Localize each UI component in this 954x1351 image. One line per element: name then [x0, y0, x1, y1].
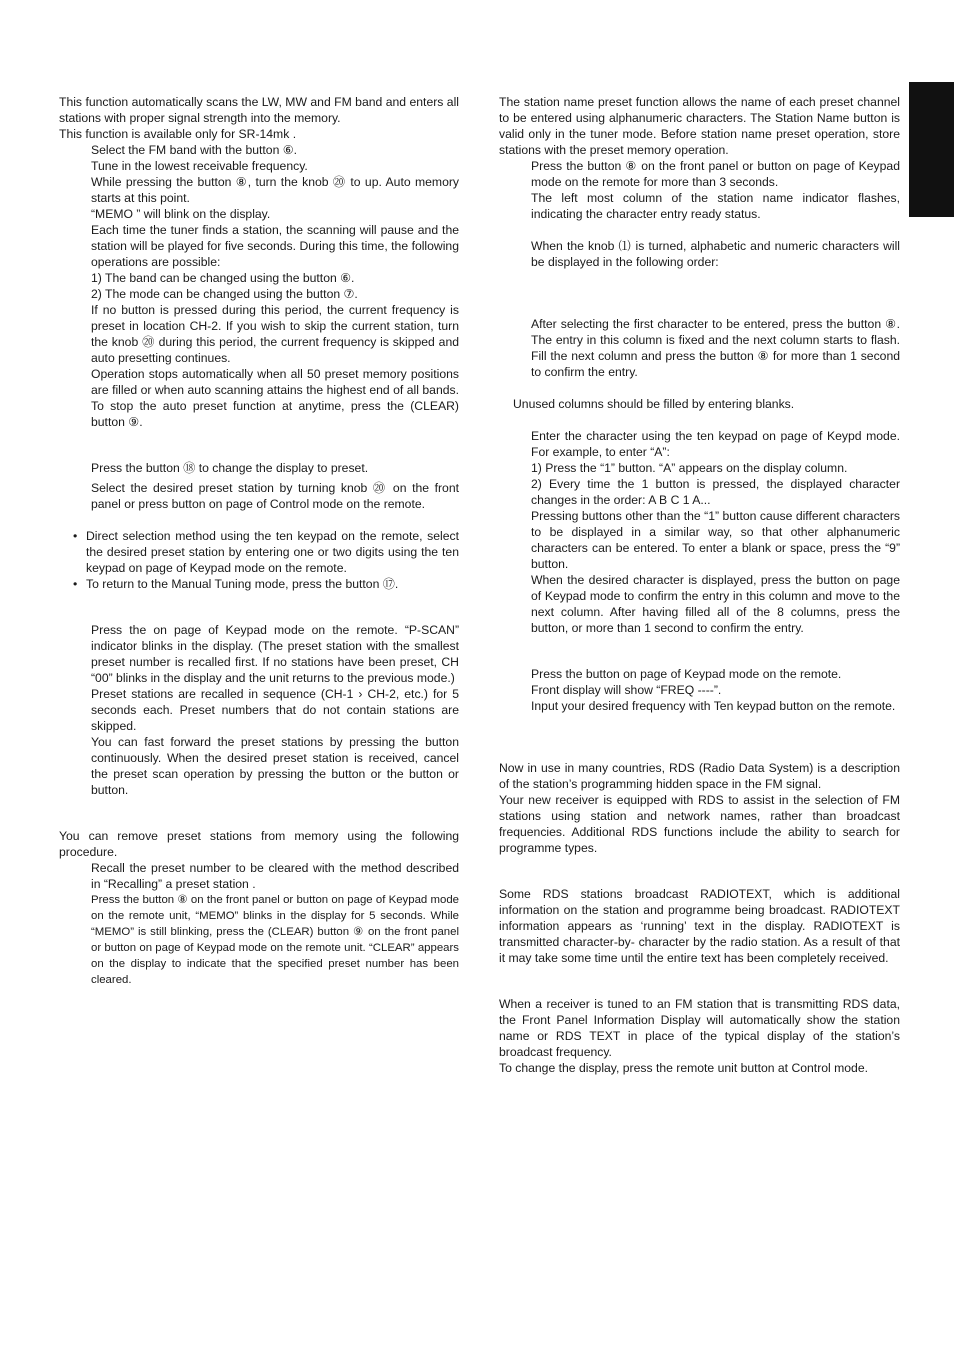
- auto-step-stop: Operation stops automatically when all 50 preset memory positions are filled or when auto scanning attains the highest end of all bands. To stop the auto preset function at anytime, press the (CLEAR) button ⑨.: [91, 367, 459, 429]
- auto-preset-intro: This function automatically scans the LW, MW and FM band and enters all stations with proper signal strength into the memory.: [59, 95, 459, 125]
- auto-step-memo: “MEMO ” will blink on the display.: [91, 207, 271, 221]
- rds-display-paragraph: When a receiver is tuned to an FM station that is transmitting RDS data, the Front Panel Information Display will automatically show the station name or RDS TEXT in place of the typical display of the station’s broadcast frequency.: [499, 997, 900, 1059]
- keypad-step-1: Enter the character using the ten keypad on page of Keypd mode. For example, to enter “A”:: [531, 429, 900, 459]
- name-step-4: After selecting the first character to be entered, press the button ⑧. The entry in this column is fixed and the next column starts to flash. Fill the next column and press the button ⑧ for more than 1 second to confirm the entry.: [531, 317, 900, 379]
- name-step-2: The left most column of the station name indicator flashes, indicating the character entry ready status.: [531, 191, 900, 221]
- left-column: [59, 94, 459, 988]
- name-step-3: When the knob ⑴ is turned, alphabetic and numeric characters will be displayed in the following order:: [531, 239, 900, 269]
- auto-preset-availability: This function is available only for SR-14mk .: [59, 127, 297, 141]
- scan-step-1: Press the on page of Keypad mode on the remote. “P-SCAN” indicator blinks in the display. (The preset station with the smallest preset number is recalled first. If no stations have been preset, CH “00” blinks in the display and the unit returns to the previous mode.): [91, 623, 459, 685]
- section-tab-marker: [909, 82, 954, 217]
- auto-step-1: Select the FM band with the button ⑥.: [91, 143, 298, 157]
- right-column: [499, 94, 900, 1076]
- recall-bullet-manual: • To return to the Manual Tuning mode, press the button ⑰.: [59, 576, 459, 592]
- freq-step-3: Input your desired frequency with Ten keypad button on the remote.: [531, 699, 896, 713]
- unused-columns-note: Unused columns should be filled by entering blanks.: [513, 397, 795, 411]
- scan-step-3: You can fast forward the preset stations by pressing the button continuously. When the desired preset station is received, cancel the preset scan operation by pressing the button or the button or button.: [91, 735, 459, 797]
- station-name-intro: The station name preset function allows the name of each preset channel to be entered using alphanumeric characters. The Station Name button is valid only in the tuner mode. Before station name preset operation, store stations with the preset memory operation.: [499, 95, 900, 157]
- auto-step-2: Tune in the lowest receivable frequency.: [91, 159, 308, 173]
- freq-step-2: Front display will show “FREQ ----”.: [531, 683, 722, 697]
- rds-intro-2: Your new receiver is equipped with RDS to assist in the selection of FM stations using station and network names, rather than broadcast frequencies. Additional RDS functions include the ability to search for programme types.: [499, 793, 900, 855]
- recall-step-2: Select the desired preset station by turning knob ⑳ on the front panel or press button on page of Control mode on the remote.: [91, 481, 459, 511]
- scan-step-2: Preset stations are recalled in sequence (CH-1 › CH-2, etc.) for 5 seconds each. Preset numbers that do not contain stations are skipped.: [91, 687, 459, 733]
- rds-display-change: To change the display, press the remote unit button at Control mode.: [499, 1061, 868, 1075]
- keypad-step-1a: 1) Press the “1” button. “A” appears on the display column.: [531, 461, 848, 475]
- recall-bullet-direct: • Direct selection method using the ten keypad on the remote, select the desired preset station by entering one or two digits using the ten keypad on page of Keypad mode on the remote.: [59, 528, 459, 576]
- freq-step-1: Press the button on page of Keypad mode on the remote.: [531, 667, 842, 681]
- rds-intro-1: Now in use in many countries, RDS (Radio Data System) is a description of the station’s programming hidden space in the FM signal.: [499, 761, 900, 791]
- remove-step-1: Recall the preset number to be cleared with the method described in “Recalling” a preset station .: [91, 861, 459, 891]
- auto-step-3: While pressing the button ⑧, turn the knob ⑳ to up. Auto memory starts at this point.: [91, 175, 459, 205]
- recall-step-1: Press the button ⑱ to change the display to preset.: [91, 461, 369, 475]
- auto-option-band: 1) The band can be changed using the button ⑥.: [91, 271, 355, 285]
- keypad-step-2: Pressing buttons other than the “1” button cause different characters to be displayed in a similar way, so that other alphanumeric characters can be entered. To enter a blank or space, press the “9” button.: [531, 509, 900, 571]
- auto-option-mode: 2) The mode can be changed using the button ⑦.: [91, 287, 358, 301]
- name-step-1: Press the button ⑧ on the front panel or button on page of Keypad mode on the remote for more than 3 seconds.: [531, 159, 900, 189]
- auto-step-scan: Each time the tuner finds a station, the scanning will pause and the station will be played for five seconds. During this time, the following operations are possible:: [91, 223, 459, 269]
- remove-intro: You can remove preset stations from memory using the following procedure.: [59, 829, 459, 859]
- radiotext-paragraph: Some RDS stations broadcast RADIOTEXT, which is additional information on the station and programme being broadcast. RADIOTEXT information appears as ‘running’ text in the display. RADIOTEXT is transmitted character-by- character by the radio station. As a result of that it may take some time until the entire text has been completely received.: [499, 887, 900, 965]
- keypad-step-1b: 2) Every time the 1 button is pressed, the displayed character changes in the order: A B C 1 A...: [531, 477, 900, 507]
- remove-step-2: Press the button ⑧ on the front panel or button on page of Keypad mode on the remote unit, “MEMO” blinks in the display for 5 seconds. While “MEMO” is still blinking, press the (CLEAR) button ⑨ on the front panel or button on page of Keypad mode on the remote unit. “CLEAR” appears on the display to indicate that the specified preset number has been cleared.: [91, 894, 459, 986]
- keypad-step-3: When the desired character is displayed, press the button on page of Keypad mode to confirm the entry in this column and move to the next column. After having filled all of the 8 columns, press the button, or more than 1 second to confirm the entry.: [531, 573, 900, 635]
- auto-step-skip: If no button is pressed during this period, the current frequency is preset in location CH-2. If you wish to skip the current station, turn the knob ⑳ during this period, the current frequency is skipped and auto presetting continues.: [91, 303, 460, 365]
